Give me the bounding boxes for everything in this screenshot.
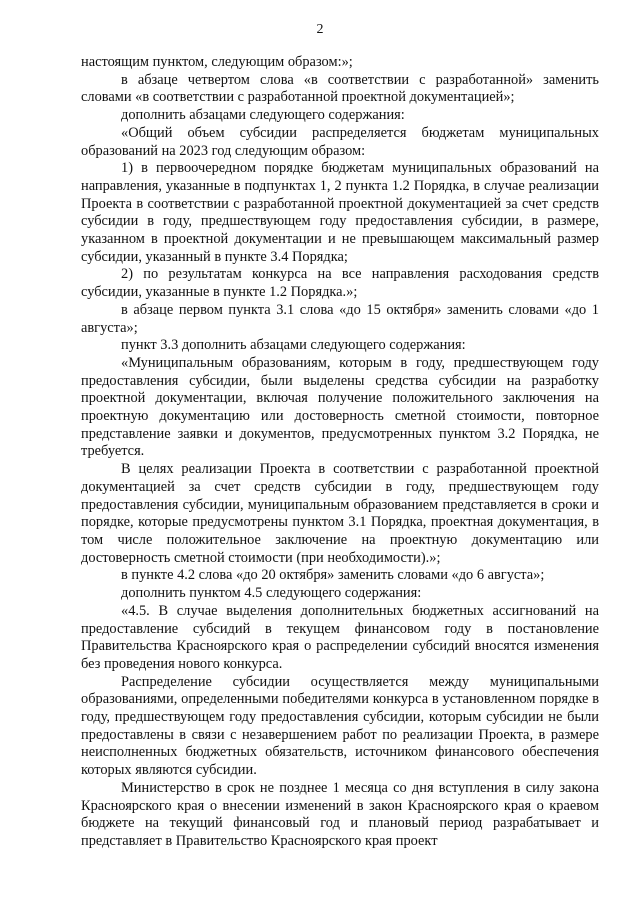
paragraph: «4.5. В случае выделения дополнительных бюджетных ассигнований на предоставление субсидий в текущем финансовом году в постановление Правительства Красноярского края о распределении субсидий вносятся изменения без проведения нового конкурса. [81, 602, 599, 672]
paragraph: пункт 3.3 дополнить абзацами следующего содержания: [121, 337, 466, 354]
paragraph: Министерство в срок не позднее 1 месяца со дня вступления в силу закона Красноярского края о внесении изменений в закон Красноярского края о краевом бюджете на текущий финансовый год и плановый период разрабатывает и представляет в Правительство Красноярского края проект [81, 779, 599, 849]
paragraph: дополнить пунктом 4.5 следующего содержания: [121, 585, 422, 602]
paragraph: в пункте 4.2 слова «до 20 октября» заменить словами «до 6 августа»; [121, 567, 545, 584]
paragraph: 2) по результатам конкурса на все направления расходования средств субсидии, указанные в пункте 1.2 Порядка.»; [81, 266, 599, 301]
paragraph: «Общий объем субсидии распределяется бюджетам муниципальных образований на 2023 год следующим образом: [81, 124, 599, 159]
paragraph: в абзаце четвертом слова «в соответствии с разработанной» заменить словами «в соответствии с разработанной проектной документацией»; [81, 71, 599, 106]
page-number: 2 [316, 22, 324, 37]
paragraph: 1) в первоочередном порядке бюджетам муниципальных образований на направления, указанные в подпунктах 1, 2 пункта 1.2 Порядка, в случае реализации Проекта в соответствии с разработанной проектной документацией за счет средств субсидии в году, предшествующем году предоставления субсидии, в размере, указанном в проектной документации и не превышающем максимальный размер субсидии, указанный в пункте 3.4 Порядка; [81, 160, 599, 265]
paragraph: дополнить абзацами следующего содержания: [121, 107, 405, 124]
document-body [81, 54, 599, 851]
paragraph: В целях реализации Проекта в соответствии с разработанной проектной документацией за счет средств субсидии в году, предшествующем году предоставления субсидии, муниципальным образованием представляется в сроки и порядке, которые предусмотрены пунктом 3.1 Порядка, проектная документация, в том числе положительное заключение на проектную документацию или достоверность сметной стоимости (при необходимости).»; [81, 461, 599, 566]
paragraph: Распределение субсидии осуществляется между муниципальными образованиями, определенными победителями конкурса в установленном порядке в году, предшествующем году предоставления субсидии, которым субсидии не были предоставлены в связи с незавершением работ по реализации Проекта, в размере неисполненных бюджетных обязательств, источником финансового обеспечения которых являются субсидии. [81, 673, 599, 779]
paragraph: в абзаце первом пункта 3.1 слова «до 15 октября» заменить словами «до 1 августа»; [81, 301, 599, 336]
paragraph: настоящим пунктом, следующим образом:»; [81, 54, 353, 70]
paragraph: «Муниципальным образованиям, которым в году, предшествующем году предоставления субсидии, были выделены средства субсидии на разработку проектной документации, включая получение положительного заключения на проектную документацию или достоверность сметной стоимости, повторное представление заявки и документов, предусмотренных пунктом 3.2 Порядка, не требуется. [81, 354, 599, 460]
